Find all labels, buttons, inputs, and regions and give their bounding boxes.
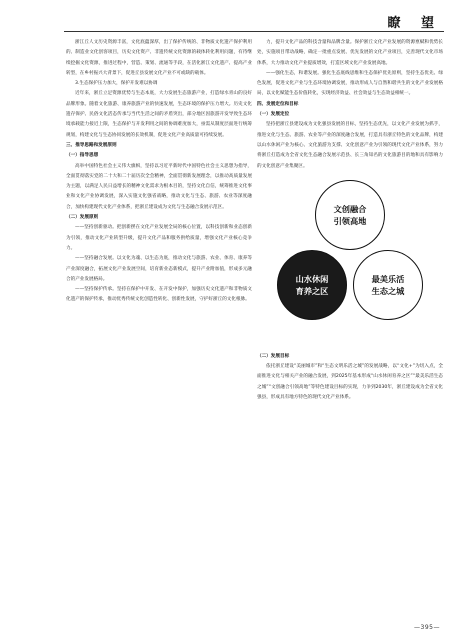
section-heading: （一）发展定位 (257, 112, 290, 118)
section-heading: 四、发展定位和目标 (257, 101, 299, 107)
page-number: —395— (414, 624, 440, 631)
triad-diagram (257, 178, 443, 346)
section-heading: （二）发展原则 (66, 215, 99, 221)
paragraph: 高举中国特色社会主义伟大旗帜，坚持以习近平新时代中国特色社会主义思想为指导，全面贯彻落实党的二十大和二十届历次全会精神，全面贯彻新发展理念，以推动高质量发展为主题，以满足人民日益增长的精神文化需求为根本目的，坚持文化自信，统筹推进文化事业和文化产业协调发展，深入实施文化强省战略，推动文化与生态、旅游、农业等深度融合，加快构建现代文化产业体系，把浙丘建设成为文化与生态融合发展示范区。 (66, 163, 252, 210)
paragraph: 依托浙丘建设“美丽城市”和“生态文明乐活之城”的发展战略，以“文化+”为切入点，全面推进文化与相关产业的融合发展，到2025年基本形成“山水休闲育养之区”“最美乐活生态之城”“文创融合引领高地”等特色建设目标的实现，力争到2030年，浙丘建设成为全省文化强县，形成具有地方特色的现代文化产业体系。 (257, 364, 443, 401)
paragraph: 3.生态保护压力加大，保护开发难以协调 (75, 81, 158, 87)
section-heading: 三、推导思路和发展原则 (66, 142, 117, 148)
diagram-label-top: 文创融合 引领高地 (333, 203, 367, 226)
diagram-label-bottom-left: 山水休闲 育养之区 (295, 273, 329, 296)
right-column (257, 38, 443, 598)
paragraph: ——坚持保护传承。坚持在保护中开发、在开发中保护，加强历史文化遗产和非物质文化遗产的保护传承，推动优秀传统文化创造性转化、创新性发展，守护好浙丘的文化根脉。 (66, 287, 252, 303)
paragraph: 浙江丘人文历史资源丰富，文化底蕴深厚，出了保护传统的、非物质文化遗产保护利用的、制造业文化创客项目，历史文化资产、非遗传统文化资源的载体转化利用问题，有待继续挖掘文化资源，推进过程中，营造、策划、流通等手段，在活化浙江文化遗产、提高产业转型，在乡村振兴大背景下，促进丘县发展文化产业不可或缺的载体。 (66, 40, 252, 76)
diagram-circle-bottom-left (277, 250, 347, 320)
paragraph: ——坚持创新驱动。把创新摆在文化产业发展全局的核心位置，以科技创新和业态创新为引领，推动文化产业转型升级，提升文化产品和服务供给质量，增强文化产业核心竞争力。 (66, 225, 252, 251)
diagram-circle-bottom-right (353, 250, 423, 320)
paragraph: ——强化生态，和谐发展。强化生态底线思维和生态保护优先原则，坚持生态优先、绿色发展，促进文化产业与生态环境协调发展，推动形成人与自然和谐共生的文化产业发展格局，以文化赋能生态价值转化，实现经济效益、社会效益与生态效益相统一。 (257, 70, 443, 97)
section-heading: （一）指导思想 (66, 153, 99, 159)
section-heading: （二）发展目标 (257, 353, 290, 359)
paragraph: 力，提升文化产品的科技含量和品牌含量。保护浙丘文化产业发展的资源禀赋和优势长处，实施项目带动战略，确定一批重点发展、优先发展的文化产业项目，完善现代文化市场体系，大力推动文化产业提质增效，打造区域文化产业发展高地。 (257, 40, 443, 66)
page-header (0, 0, 468, 40)
diagram-circle-top (315, 180, 385, 250)
diagram-label-bottom-right: 最美乐活 生态之城 (371, 273, 405, 296)
running-head-title: 瞭 望 (387, 16, 442, 31)
paragraph: ——坚持融合发展。以文化为魂、以生态为底，推动文化与旅游、农业、体育、康养等产业深度融合，拓展文化产业发展空间，培育新业态新模式，提升产业附加值，形成多元融合的产业发展格局。 (66, 256, 252, 282)
paragraph: 坚持把浙丘县建设成为文化强县发展的目标，坚持生态优先，以文化产业发展为抓手，推进文化与生态、旅游、农业等产业的深度融合发展，打造具有浙丘特色的文化品牌，构建以山水休闲产业为核心、文化旅游为支撑、文化创意产业为引领的现代文化产业体系，努力将浙丘打造成为全省文化生态融合发展示范县、长三角知名的文化旅游目的地和具有影响力的文化创意产业集聚区。 (257, 122, 443, 169)
left-column (66, 38, 252, 606)
paragraph: 近年来，浙丘立足资源优势与生态本底，大力发展生态旅游产业，打造绿水青山的良好品牌形象。随着文化旅游、康养旅游产业的快速发展，生态环境的保护压力增大。历史文化遗存保护、民俗文化活态传承与当代生活之间的矛盾突出，部分地区因旅游开发导致生态环境承载能力接近上限，生态保护与开发利用之间的协调难度加大，亟需从制度层面进行统筹规划，构建文化与生态协同发展的长效机制，促进文化产业高质量可持续发展。 (66, 91, 252, 138)
header-rule (64, 31, 444, 32)
right-column-bottom (257, 352, 443, 403)
right-column-top (257, 38, 443, 172)
